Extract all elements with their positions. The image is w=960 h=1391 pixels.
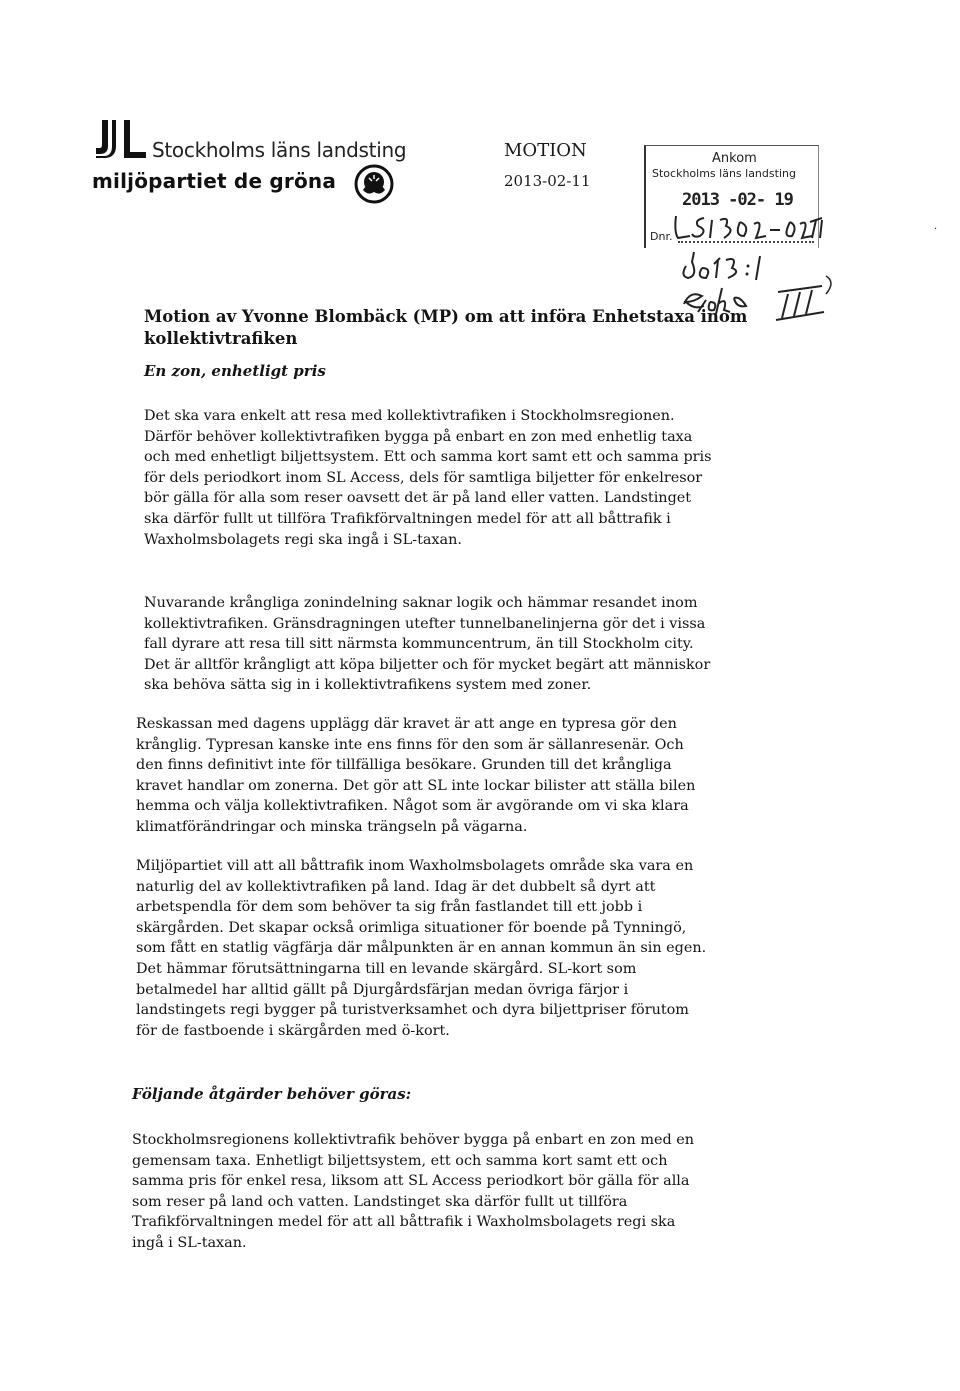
text-line: samma pris för enkel resa, liksom att SL Access periodkort bör gälla för alla (132, 1173, 690, 1190)
text-line: kravet handlar om zonerna. Det gör att SL inte lockar bilister att ställa bilen (136, 777, 696, 794)
text-line: Det är alltför krångligt att köpa biljetter och för mycket begärt att människor (144, 656, 711, 673)
text-line: skärgården. Det skapar också orimliga situationer för boende på Tynningö, (136, 919, 687, 936)
stamp-org: Stockholms läns landsting (652, 167, 796, 180)
text-line: och med enhetligt biljettsystem. Ett och samma kort samt ett och samma pris (144, 449, 712, 466)
edge-mark: · (934, 224, 938, 235)
text-line: Det hämmar förutsättningarna till en levande skärgård. SL-kort som (136, 960, 637, 977)
stamp-dnr-label: Dnr. (650, 230, 673, 243)
title-line: Motion av Yvonne Blombäck (MP) om att införa Enhetstaxa inom (144, 307, 748, 326)
body-paragraph (144, 406, 784, 550)
text-line: som reser på land och vatten. Landstinget ska därför fullt ut tillföra (132, 1193, 628, 1210)
text-line: Waxholmsbolagets regi ska ingå i SL-taxan. (144, 531, 462, 548)
text-line: Det ska vara enkelt att resa med kollektivtrafiken i Stockholmsregionen. (144, 408, 675, 424)
actions-paragraph (132, 1130, 772, 1254)
text-line: för de fastboende i skärgården med ö-kort. (136, 1022, 450, 1039)
body-paragraph (136, 714, 776, 838)
body-paragraph (144, 593, 784, 696)
landsting-logo-icon (92, 116, 148, 160)
text-line: betalmedel har alltid gällt på Djurgårdsfärjan medan övriga färjor i (136, 981, 629, 998)
text-line: bör gälla för alla som reser oavsett det är på land eller vatten. Landstinget (144, 490, 692, 507)
text-line: den finns definitivt inte för tillfälliga besökare. Grunden till det krångliga (136, 757, 672, 774)
text-line: Trafikförvaltningen medel för att all båttrafik i Waxholmsbolagets regi ska (132, 1214, 676, 1231)
text-line: klimatförändringar och minska trängseln på vägarna. (136, 818, 528, 835)
text-line: Därför behöver kollektivtrafiken bygga på enbart en zon med enhetlig taxa (144, 428, 693, 445)
text-line: Nuvarande krångliga zonindelning saknar logik och hämmar resandet inom (144, 595, 698, 611)
party-emblem-icon (354, 164, 394, 204)
doc-date: 2013-02-11 (504, 172, 591, 190)
doc-type: MOTION (504, 140, 587, 161)
received-stamp (644, 145, 819, 248)
text-line: Reskassan med dagens upplägg där kravet är att ange en typresa gör den (136, 716, 677, 732)
text-line: hemma och välja kollektivtrafiken. Något som är avgörande om vi ska klara (136, 798, 689, 815)
title-line: kollektivtrafiken (144, 329, 298, 348)
section-subheading: En zon, enhetligt pris (144, 362, 326, 380)
stamp-handwritten-dnr (646, 146, 826, 252)
text-line: krånglig. Typresan kanske inte ens finns för den som är sällanresenär. Och (136, 736, 684, 753)
text-line: som fått en statlig vägfärja där målpunkten är en annan kommun än sin egen. (136, 940, 707, 957)
text-line: fall dyrare att resa till sitt närmsta kommuncentrum, än till Stockholm city. (144, 636, 694, 653)
text-line: ingå i SL-taxan. (132, 1234, 247, 1251)
text-line: kollektivtrafiken. Gränsdragningen utefter tunnelbanelinjerna gör det i vissa (144, 615, 706, 632)
text-line: Stockholmsregionens kollektivtrafik behöver bygga på enbart en zon med en (132, 1132, 695, 1148)
stamp-received-label: Ankom (712, 151, 757, 166)
text-line: landstingets regi bygger på turistverksamhet och dyra biljettpriser förutom (136, 1002, 689, 1019)
body-paragraph (136, 856, 776, 1041)
actions-heading: Följande åtgärder behöver göras: (132, 1085, 412, 1103)
text-line: ska behöva sätta sig in i kollektivtrafikens system med zoner. (144, 677, 592, 694)
text-line: Miljöpartiet vill att all båttrafik inom Waxholmsbolagets område ska vara en (136, 858, 694, 874)
stamp-date: 2013 -02- 19 (682, 190, 793, 210)
org-name: Stockholms läns landsting (152, 138, 407, 162)
motion-title (144, 306, 764, 350)
party-name: miljöpartiet de gröna (92, 169, 337, 193)
text-line: ska därför fullt ut tillföra Trafikförvaltningen medel för att all båttrafik i (144, 510, 671, 527)
text-line: arbetspendla för dem som behöver ta sig från fastlandet till ett jobb i (136, 899, 643, 916)
text-line: gemensam taxa. Enhetligt biljettsystem, ett och samma kort samt ett och (132, 1152, 668, 1169)
text-line: för dels periodkort inom SL Access, dels för samtliga biljetter för enkelresor (144, 469, 703, 486)
text-line: naturlig del av kollektivtrafiken på land. Idag är det dubbelt så dyrt att (136, 878, 656, 895)
